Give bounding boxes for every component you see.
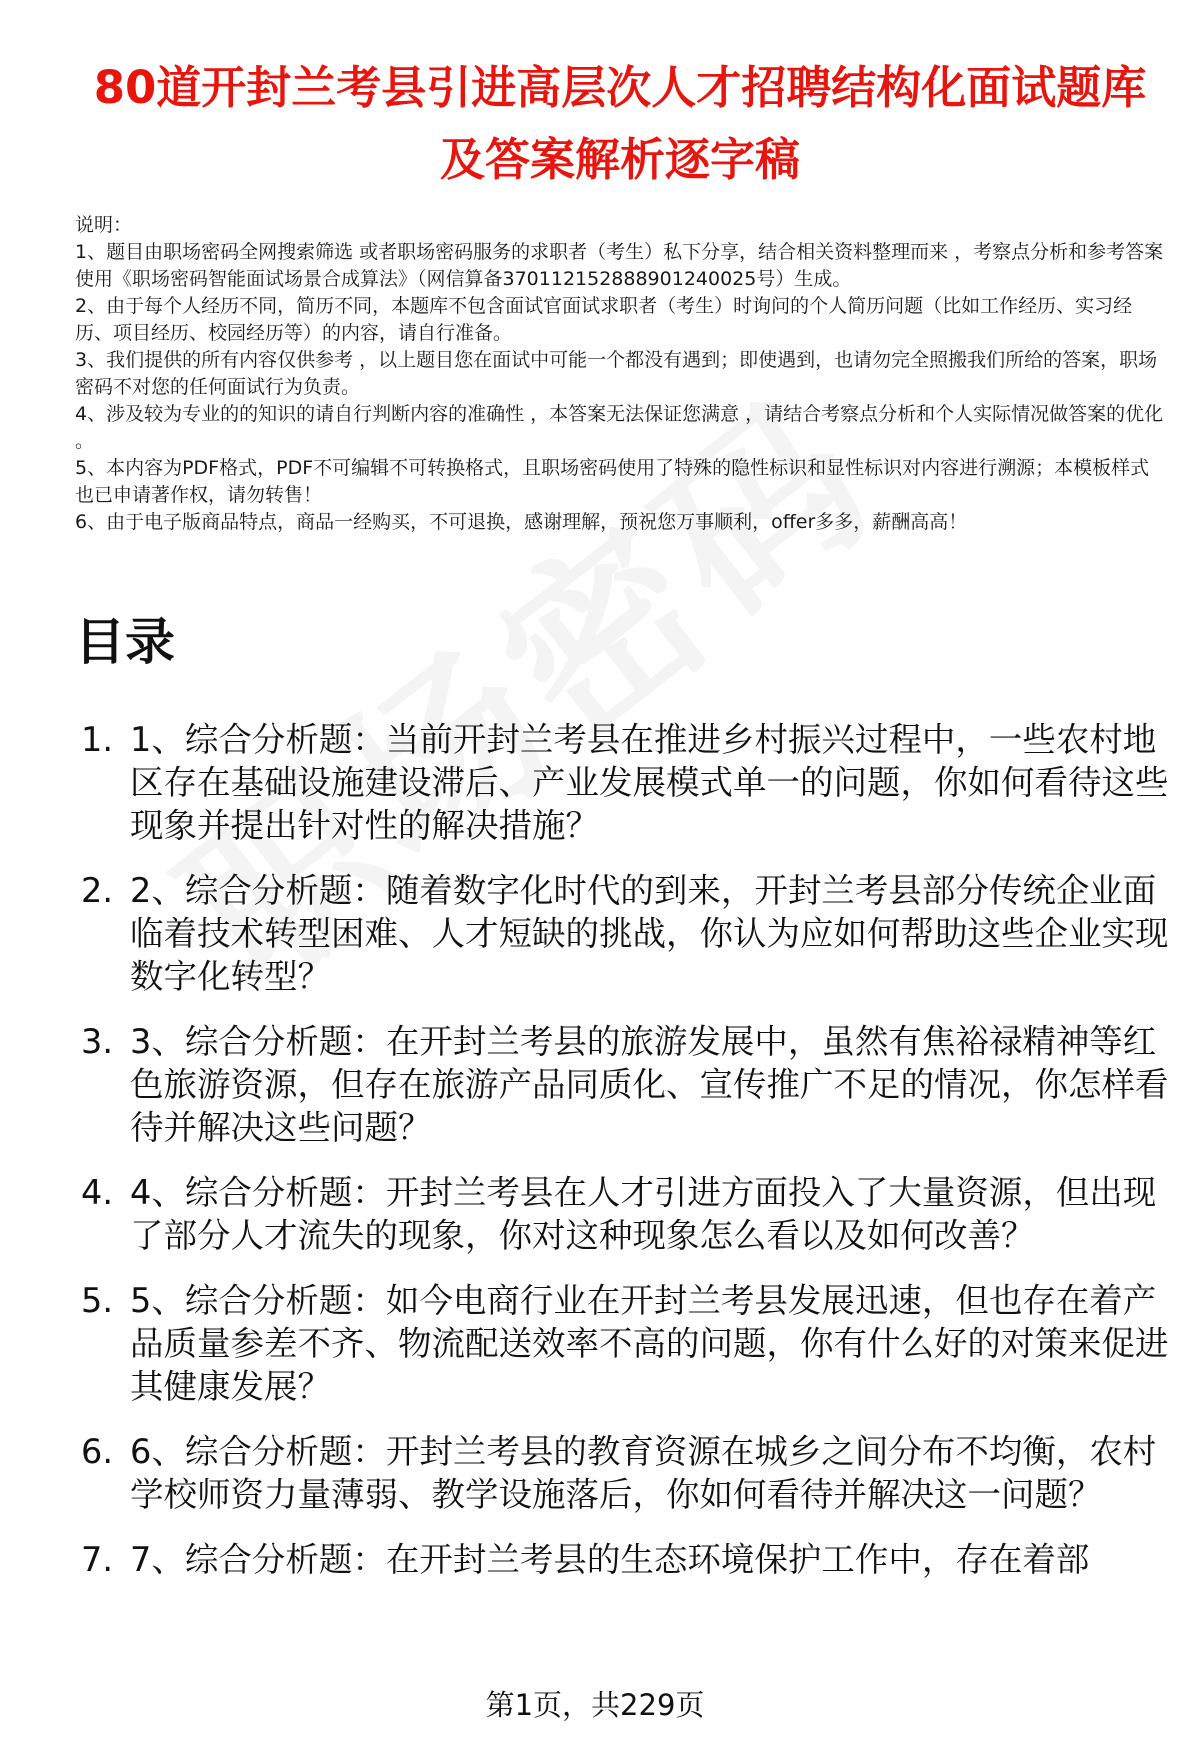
toc-item[interactable] xyxy=(75,869,1173,998)
toc-item[interactable] xyxy=(75,1171,1173,1257)
toc-item-text[interactable]: 2、综合分析题：随着数字化时代的到来，开封兰考县部分传统企业面临着技术转型困难、人才短缺的挑战，你认为应如何帮助这些企业实现数字化转型？ xyxy=(130,871,1169,996)
toc-list xyxy=(75,718,1173,1603)
toc-item-text[interactable]: 1、综合分析题：当前开封兰考县在推进乡村振兴过程中，一些农村地区存在基础设施建设滞后、产业发展模式单一的问题，你如何看待这些现象并提出针对性的解决措施？ xyxy=(130,720,1169,845)
toc-item-number: 5. xyxy=(81,1281,113,1320)
toc-item-text[interactable]: 3、综合分析题：在开封兰考县的旅游发展中，虽然有焦裕禄精神等红色旅游资源，但存在旅游产品同质化、宣传推广不足的情况，你怎样看待并解决这些问题？ xyxy=(130,1022,1169,1147)
toc-item-number: 6. xyxy=(81,1432,113,1471)
toc-heading: 目录 xyxy=(75,613,175,671)
toc-item-number: 4. xyxy=(81,1173,113,1212)
toc-item[interactable] xyxy=(75,1538,1173,1581)
toc-item-number: 1. xyxy=(81,720,113,759)
toc-item-number: 3. xyxy=(81,1022,113,1061)
toc-item[interactable] xyxy=(75,718,1173,847)
note-item: 3、我们提供的所有内容仅供参考 ，以上题目您在面试中可能一个都没有遇到；即使遇到，也请勿完全照搬我们所给的答案，职场密码不对您的任何面试行为负责。 xyxy=(75,349,1158,398)
note-item: 6、由于电子版商品特点，商品一经购买，不可退换，感谢理解，预祝您万事顺利，offer多多，薪酬高高！ xyxy=(75,511,968,533)
toc-item-number: 2. xyxy=(81,871,113,910)
toc-item-text[interactable]: 5、综合分析题：如今电商行业在开封兰考县发展迅速，但也存在着产品质量参差不齐、物流配送效率不高的问题，你有什么好的对策来促进其健康发展？ xyxy=(130,1281,1169,1406)
toc-item[interactable] xyxy=(75,1279,1173,1408)
notes-heading: 说明： xyxy=(75,214,133,236)
note-item: 4、涉及较为专业的的知识的请自行判断内容的准确性 ，本答案无法保证您满意 ，请结合考察点分析和个人实际情况做答案的优化 。 xyxy=(75,403,1164,452)
notes-section xyxy=(75,212,1165,536)
document-title: 80道开封兰考县引进高层次人才招聘结构化面试题库及答案解析逐字稿 xyxy=(93,61,1147,186)
toc-item-text[interactable]: 7、综合分析题：在开封兰考县的生态环境保护工作中，存在着部 xyxy=(130,1540,1090,1579)
toc-item[interactable] xyxy=(75,1020,1173,1149)
page-footer: 第1页，共229页 xyxy=(485,1688,705,1722)
toc-item-text[interactable]: 4、综合分析题：开封兰考县在人才引进方面投入了大量资源，但出现了部分人才流失的现象，你对这种现象怎么看以及如何改善？ xyxy=(130,1173,1157,1255)
toc-item-text[interactable]: 6、综合分析题：开封兰考县的教育资源在城乡之间分布不均衡，农村学校师资力量薄弱、教学设施落后，你如何看待并解决这一问题？ xyxy=(130,1432,1157,1514)
note-item: 2、由于每个人经历不同，简历不同，本题库不包含面试官面试求职者（考生）时询问的个人简历问题（比如工作经历、实习经历、项目经历、校园经历等）的内容，请自行准备。 xyxy=(75,295,1133,344)
toc-item-number: 7. xyxy=(81,1540,113,1579)
note-item: 1、题目由职场密码全网搜索筛选 或者职场密码服务的求职者（考生）私下分享，结合相关资料整理而来 ，考察点分析和参考答案使用《职场密码智能面试场景合成算法》（网信算备370112152888901240025号）生成。 xyxy=(75,241,1164,290)
note-item: 5、本内容为PDF格式，PDF不可编辑不可转换格式，且职场密码使用了特殊的隐性标识和显性标识对内容进行溯源；本模板样式也已申请著作权，请勿转售！ xyxy=(75,457,1150,506)
toc-item[interactable] xyxy=(75,1430,1173,1516)
